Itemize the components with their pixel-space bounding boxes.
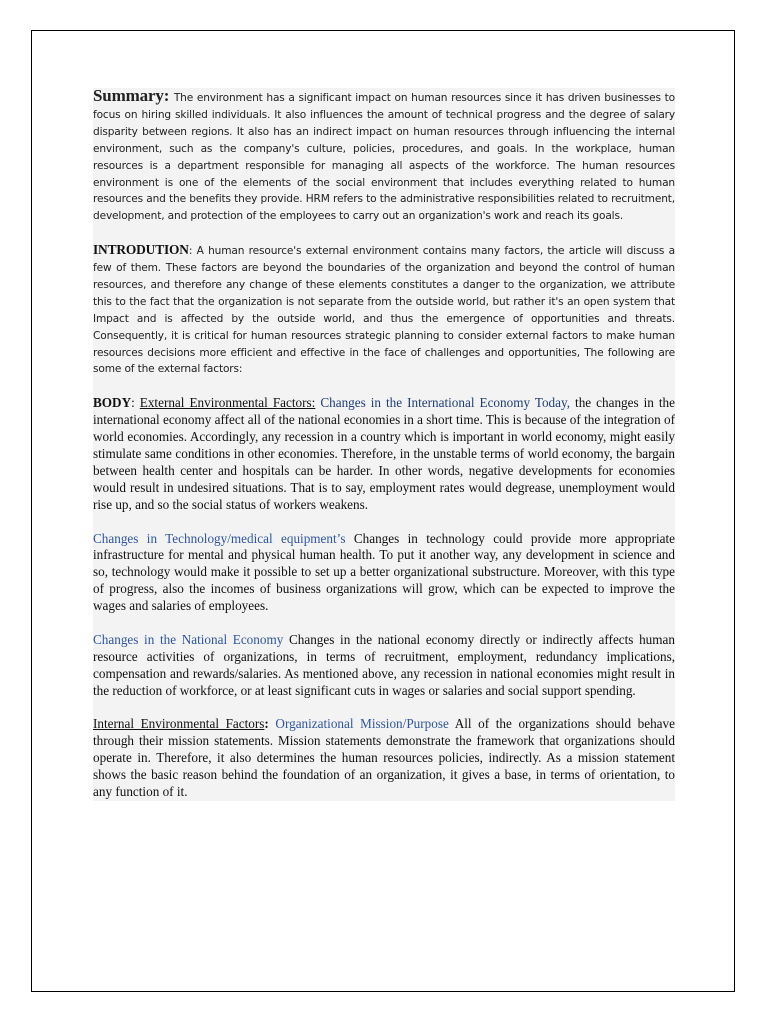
paragraph-gap	[93, 378, 675, 395]
technology-title: Changes in Technology/medical equipment’s	[93, 530, 346, 546]
summary-text: The environment has a significant impact on human resources since it has driven businesses to focus on hiring skilled individuals. It also influences the amount of technical progress and the degree of salary disparity between regions. It also has an indirect impact on human resources through influencing the internal environment, such as the company's culture, policies, procedures, and goals. In the workplace, human resources is a department responsible for managing all aspects of the workforce. The human resources environment is one of the elements of the social environment that includes everything related to human resources and the benefits they provide. HRM refers to the administrative responsibilities related to recruitment, development, and protection of the employees to carry out an organization's work and reach its goals.	[93, 92, 675, 223]
national-economy-title: Changes in the National Economy	[93, 631, 284, 647]
paragraph-gap	[93, 514, 675, 531]
international-economy-text: the changes in the international economy affect all of the national economies in a short time. This is because of the integration of world economies. Accordingly, any recession in a country which is important in world economy, might easily stimulate same conditions in other economies. Therefore, in the unstable terms of world economy, the bargain between health center and hospitals can be harder. In other words, negative developments for economies would result in undesired situations. That is to say, employment rates would degrease, unemployment would rise up, and so the social status of workers weakens.	[93, 395, 676, 512]
internal-factors-label: Internal Environmental Factors	[93, 716, 265, 732]
body-colon: :	[131, 395, 140, 411]
internal-factors-paragraph	[93, 716, 675, 801]
introduction-paragraph	[93, 242, 675, 378]
body-heading: BODY	[93, 395, 132, 411]
mission-title: Organizational Mission/Purpose	[275, 716, 449, 732]
international-economy-title: Changes in the International Economy Today,	[315, 395, 571, 411]
introduction-text: A human resource's external environment contains many factors, the article will discuss a few of them. These factors are beyond the boundaries of the organization and beyond the control of human resources, and therefore any change of these elements constitutes a danger to the organization, we attribute this to the fact that the organization is not separate from the outside world, but rather it's an open system that Impact and is affected by the outside world, and thus the emergence of opportunities and threats. Consequently, it is critical for human resources strategic planning to consider external factors to make human resources decisions more efficient and effective in the face of challenges and opportunities, The following are some of the external factors:	[93, 245, 675, 376]
summary-heading: Summary	[93, 86, 164, 105]
summary-colon: :	[163, 86, 174, 105]
paragraph-gap	[93, 225, 675, 242]
internal-factors-colon: :	[264, 716, 276, 732]
document-content	[93, 88, 675, 801]
external-factors-label: External Environmental Factors:	[139, 395, 316, 411]
summary-paragraph	[93, 88, 675, 225]
document-page	[31, 30, 735, 992]
paragraph-gap	[93, 615, 675, 632]
mission-text: All of the organizations should behave through their mission statements. Mission statements demonstrate the framework that organizations should operate in. Therefore, it also determines the human resources policies, indirectly. As a mission statement shows the basic reason behind the foundation of an organization, it gives a base, in terms of orientation, to any function of it.	[93, 716, 675, 800]
technology-text: Changes in technology could provide more appropriate infrastructure for mental and physical human health. To put it another way, any development in science and so, technology would make it possible to set up a better organizational substructure. Moreover, with this type of progress, also the incomes of business organizations will grow, which can be expected to improve the wages and salaries of employees.	[93, 530, 676, 614]
national-economy-paragraph	[93, 632, 675, 700]
paragraph-gap	[93, 700, 675, 717]
introduction-heading: INTRODUTION	[93, 242, 189, 258]
national-economy-text: Changes in the national economy directly or indirectly affects human resource activities of organizations, in terms of recruitment, employment, redundancy implications, compensation and rewards/salaries. As mentioned above, any recession in national economies might result in the reduction of workforce, or at least significant cuts in wages or salaries and social support spending.	[93, 631, 675, 698]
technology-paragraph	[93, 531, 675, 616]
introduction-colon: :	[188, 245, 197, 258]
body-international-paragraph	[93, 395, 675, 513]
